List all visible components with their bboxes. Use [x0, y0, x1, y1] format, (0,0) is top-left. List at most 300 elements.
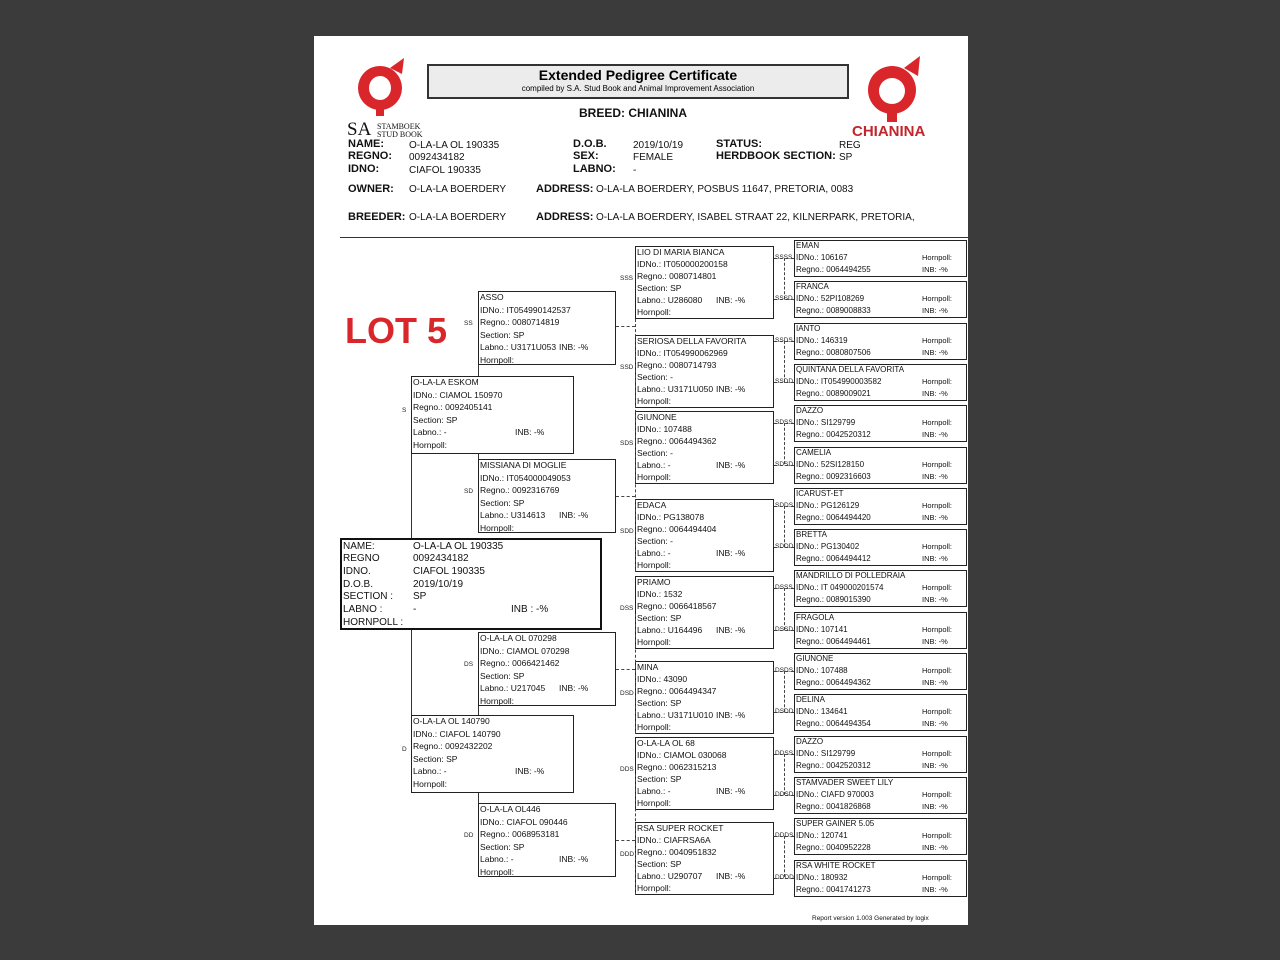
owner-address-value: O-LA-LA BOERDERY, POSBUS 11647, PRETORIA, 0083 [596, 184, 854, 195]
gen3-box-4 [635, 576, 774, 649]
gen4-box-6-name: ICARUST-ET [796, 488, 844, 498]
connector-d-ds [478, 706, 479, 715]
owner-address-label: ADDRESS: [536, 183, 594, 195]
gen4-box-6-code: SDDS [775, 501, 794, 509]
gen3-box-1-l6: Hornpoll: [637, 396, 672, 406]
gen3-box-4-inb: INB: -% [716, 625, 746, 635]
gen4-box-2-code: SSDS [775, 336, 793, 344]
sire-dam-box-0-l2: IDNo.: CIAMOL 150970 [413, 389, 503, 400]
connector-g3-g4-v3 [784, 506, 785, 547]
gen3-box-1-inb: INB: -% [716, 384, 746, 394]
gen4-box-4-inb: INB: -% [922, 430, 948, 440]
gen4-box-14-inb: INB: -% [922, 843, 948, 853]
grandparent-box-3-code: DD [464, 832, 474, 839]
grandparent-box-0-l6: Hornpoll: [480, 354, 515, 365]
regno-label: REGNO: [348, 150, 392, 162]
document-title: Extended Pedigree Certificate [538, 67, 738, 83]
gen4-box-13-idno: IDNo.: CIAFD 970003 [796, 789, 874, 799]
gen3-box-3 [635, 499, 774, 572]
grandparent-box-0-l3: Regno.: 0080714819 [480, 317, 560, 327]
grandparent-box-3-l2: IDNo.: CIAFOL 090446 [480, 816, 568, 827]
gen3-box-3-l5: Labno.: - [637, 548, 671, 558]
connector-g3-g4-v6 [784, 754, 785, 795]
gen4-box-10-name: GIUNONE [796, 654, 834, 663]
gen3-box-5-l4: Section: SP [637, 698, 682, 708]
gen4-box-14-hornpoll: Hornpoll: [922, 831, 953, 841]
subject-dob-label: D.O.B. [343, 579, 374, 590]
sire-dam-box-1-l5: Labno.: - [413, 766, 447, 776]
connector-g3-g4-bot6 [774, 795, 794, 796]
herdbook-section-label: HERDBOOK SECTION: [716, 150, 836, 162]
gen4-box-8-name: MANDRILLO DI POLLEDRAIA [796, 571, 906, 581]
gen3-box-4-l1: PRIAMO [637, 577, 671, 587]
sire-dam-box-1-l1: O-LA-LA OL 140790 [413, 716, 490, 726]
gen3-box-6 [635, 737, 774, 810]
gen4-box-10-hornpoll: Hornpoll: [922, 666, 953, 675]
gen4-box-15-idno: IDNo.: 180932 [796, 872, 848, 882]
gen4-box-9-code: DSSD [775, 625, 794, 633]
grandparent-box-2-inb: INB: -% [559, 683, 589, 693]
dob-value: 2019/10/19 [633, 140, 684, 151]
grandparent-box-1 [478, 459, 616, 533]
gen4-box-13-name: STAMVADER SWEET LILY [796, 777, 894, 787]
gen3-box-7-l5: Labno.: U290707 [637, 871, 703, 881]
gen4-box-4 [794, 405, 967, 442]
gen4-box-2-idno: IDNo.: 146319 [796, 335, 848, 345]
labno-value: - [633, 165, 637, 176]
subject-dob: 2019/10/19 [413, 579, 464, 590]
gen4-box-7-name: BRETTA [796, 530, 827, 540]
document-subtitle: compiled by S.A. Stud Book and Animal Improvement Association [521, 84, 755, 93]
grandparent-box-2-l3: Regno.: 0066421462 [480, 658, 560, 668]
gen4-box-12-inb: INB: -% [922, 760, 948, 770]
gen4-box-6-inb: INB: -% [922, 512, 948, 522]
grandparent-box-0-l5: Labno.: U3171U053 [480, 342, 557, 352]
gen4-box-15 [794, 860, 967, 897]
herdbook-section-value: SP [839, 152, 853, 163]
sire-dam-box-0-l4: Section: SP [413, 414, 458, 425]
gen4-box-14-idno: IDNo.: 120741 [796, 831, 848, 841]
sire-dam-box-0-l1: O-LA-LA ESKOM [413, 377, 479, 387]
gen4-box-13-hornpoll: Hornpoll: [922, 789, 953, 799]
gen4-box-12-name: DAZZO [796, 736, 824, 746]
subject-hornpoll-label: HORNPOLL : [343, 617, 404, 628]
gen4-box-0-idno: IDNo.: 106167 [796, 253, 848, 262]
connector-g3-g4-v4 [784, 588, 785, 629]
gen4-box-5-inb: INB: -% [922, 471, 948, 481]
idno-value: CIAFOL 190335 [409, 165, 481, 176]
gen3-box-2-l5: Labno.: - [637, 460, 671, 470]
connector-s-sd [478, 454, 479, 459]
grandparent-box-2-l1: O-LA-LA OL 070298 [480, 633, 557, 643]
gen4-box-7-regno: Regno.: 0064494412 [796, 554, 871, 564]
gen4-box-5-idno: IDNo.: 52SI128150 [796, 459, 865, 469]
gen3-box-2-l2: IDNo.: 107488 [637, 424, 692, 434]
gen3-box-7-l4: Section: SP [637, 859, 682, 869]
connector-g3-g4-bot5 [774, 712, 794, 713]
gen3-box-6-l6: Hornpoll: [637, 798, 672, 808]
gen4-box-11-name: DELINA [796, 695, 825, 705]
gen4-box-9 [794, 612, 967, 649]
connector-g3-g4-bot4 [774, 630, 794, 631]
gen4-box-5-name: CAMELIA [796, 447, 832, 457]
gen4-box-3 [794, 364, 967, 401]
chianina-logo-icon [862, 54, 924, 126]
sire-dam-box-1-inb: INB: -% [515, 766, 545, 776]
gen4-box-2 [794, 323, 967, 360]
gen4-box-2-hornpoll: Hornpoll: [922, 335, 953, 345]
gen4-box-15-inb: INB: -% [922, 884, 948, 894]
connector-subject-sire [411, 454, 412, 538]
header-divider [340, 237, 968, 238]
gen3-box-4-l4: Section: SP [637, 613, 682, 623]
grandparent-box-2-l5: Labno.: U217045 [480, 683, 546, 693]
sire-dam-box-0-l5: Labno.: - [413, 427, 447, 437]
gen4-box-11-regno: Regno.: 0064494354 [796, 719, 871, 729]
gen3-box-5-l3: Regno.: 0064494347 [637, 686, 717, 696]
connector-g2-g3-a2 [616, 669, 635, 670]
gen4-box-12-regno: Regno.: 0042520312 [796, 760, 871, 770]
gen3-box-7-code: DDD [620, 850, 635, 858]
gen4-box-9-inb: INB: -% [922, 636, 948, 646]
lot-number: LOT 5 [345, 310, 448, 351]
grandparent-box-1-l1: MISSIANA DI MOGLIE [480, 460, 567, 470]
gen4-box-1 [794, 281, 967, 318]
sire-dam-box-0-inb: INB: -% [515, 427, 545, 437]
grandparent-box-1-code: SD [464, 488, 474, 495]
gen3-box-5-l5: Labno.: U3171U010 [637, 710, 714, 720]
gen4-box-2-name: IANTO [796, 323, 821, 333]
gen3-box-3-l6: Hornpoll: [637, 560, 672, 570]
gen4-box-1-inb: INB: -% [922, 306, 948, 316]
gen4-box-11-inb: INB: -% [922, 719, 948, 729]
gen3-box-7-l2: IDNo.: CIAFRSA6A [637, 835, 711, 845]
gen4-box-15-regno: Regno.: 0041741273 [796, 884, 871, 894]
connector-g2-g3-a3 [616, 840, 635, 841]
gen4-box-14-regno: Regno.: 0040952228 [796, 843, 871, 853]
gen3-box-0-inb: INB: -% [716, 295, 746, 305]
gen3-box-2-inb: INB: -% [716, 460, 746, 470]
gen3-box-3-inb: INB: -% [716, 548, 746, 558]
subject-labno: - [413, 604, 417, 615]
status-label: STATUS: [716, 138, 763, 150]
subject-regno-label: REGNO [343, 553, 380, 564]
gen4-box-5-hornpoll: Hornpoll: [922, 459, 953, 469]
gen4-box-14-code: DDDS [775, 832, 794, 840]
regno-value: 0092434182 [409, 152, 465, 163]
gen3-box-6-l4: Section: SP [637, 774, 682, 784]
gen4-box-12 [794, 736, 967, 773]
grandparent-box-2 [478, 632, 616, 706]
name-value: O-LA-LA OL 190335 [409, 140, 500, 151]
breeder-address-label: ADDRESS: [536, 211, 594, 223]
gen3-box-2-l3: Regno.: 0064494362 [637, 436, 717, 446]
gen3-box-4-l5: Labno.: U164496 [637, 625, 703, 635]
gen4-box-15-code: DDDD [775, 873, 794, 881]
gen3-box-6-l3: Regno.: 0062315213 [637, 762, 717, 772]
gen3-box-1-code: SSD [620, 363, 634, 371]
gen4-box-15-hornpoll: Hornpoll: [922, 872, 953, 882]
gen3-box-6-code: DDS [620, 765, 634, 773]
title-box [427, 64, 849, 99]
gen4-box-2-inb: INB: -% [922, 347, 948, 357]
gen4-box-12-idno: IDNo.: SI129799 [796, 748, 856, 758]
connector-g2-g3-a0 [616, 326, 635, 327]
name-label: NAME: [348, 138, 385, 150]
gen4-box-8 [794, 570, 967, 607]
sa-studbook-logo-icon [356, 56, 408, 118]
sire-dam-box-0-code: S [402, 407, 407, 414]
sa-logo-sub2: STUD BOOK [377, 130, 423, 139]
sire-dam-box-0 [411, 376, 574, 454]
gen4-box-1-hornpoll: Hornpoll: [922, 294, 953, 304]
gen4-box-7-idno: IDNo.: PG130402 [796, 542, 860, 552]
sex-label: SEX: [573, 150, 599, 162]
gen4-box-0-code: SSSS [775, 254, 793, 261]
gen3-box-0-l6: Hornpoll: [637, 307, 672, 317]
grandparent-box-1-inb: INB: -% [559, 510, 589, 520]
gen3-box-3-l2: IDNo.: PG138078 [637, 512, 705, 522]
gen4-box-5-regno: Regno.: 0092316603 [796, 471, 871, 481]
gen3-box-7-inb: INB: -% [716, 871, 746, 881]
grandparent-box-0 [478, 291, 616, 365]
gen3-box-1-l4: Section: - [637, 372, 673, 382]
breeder-label: BREEDER: [348, 211, 406, 223]
sire-dam-box-1-l2: IDNo.: CIAFOL 140790 [413, 728, 501, 739]
gen3-box-2 [635, 411, 774, 484]
grandparent-box-1-l2: IDNo.: IT054000049053 [480, 472, 571, 483]
sire-dam-box-1-l4: Section: SP [413, 753, 458, 764]
sire-dam-box-1-l6: Hornpoll: [413, 778, 448, 789]
gen3-box-2-l6: Hornpoll: [637, 472, 672, 482]
gen4-box-4-name: DAZZO [796, 406, 824, 416]
gen3-box-4-l6: Hornpoll: [637, 637, 672, 647]
gen3-box-6-l1: O-LA-LA OL 68 [637, 738, 695, 748]
dob-label: D.O.B. [573, 138, 607, 150]
grandparent-box-1-l5: Labno.: U314613 [480, 510, 546, 520]
grandparent-box-3-l4: Section: SP [480, 841, 525, 852]
gen4-box-3-regno: Regno.: 0089009021 [796, 388, 871, 398]
gen3-box-5-l1: MINA [637, 662, 659, 672]
gen4-box-13 [794, 777, 967, 814]
gen4-box-6-hornpoll: Hornpoll: [922, 500, 953, 510]
gen3-box-2-l1: GIUNONE [637, 412, 677, 422]
gen4-box-6 [794, 488, 967, 525]
subject-regno: 0092434182 [413, 553, 469, 564]
gen3-box-5-code: DSD [620, 689, 634, 697]
gen4-box-1-idno: IDNo.: 52PI108269 [796, 294, 865, 304]
gen4-box-11-hornpoll: Hornpoll: [922, 707, 953, 717]
connector-subject-dam [411, 630, 412, 715]
gen4-box-10 [794, 653, 967, 690]
gen4-box-8-inb: INB: -% [922, 595, 948, 605]
gen3-box-3-l3: Regno.: 0064494404 [637, 524, 717, 534]
connector-g3-g4-bot7 [774, 878, 794, 879]
sire-dam-box-0-l3: Regno.: 0092405141 [413, 402, 493, 412]
gen4-box-14 [794, 818, 967, 855]
owner-label: OWNER: [348, 183, 394, 195]
grandparent-box-0-code: SS [464, 320, 473, 327]
gen3-box-0-l4: Section: SP [637, 283, 682, 293]
gen4-box-0-inb: INB: -% [922, 265, 948, 274]
gen4-box-10-inb: INB: -% [922, 678, 948, 687]
gen3-box-0-l5: Labno.: U286080 [637, 295, 703, 305]
gen3-box-0-l1: LIO DI MARIA BIANCA [637, 247, 725, 257]
grandparent-box-3 [478, 803, 616, 877]
subject-idno: CIAFOL 190335 [413, 566, 485, 577]
gen4-box-9-name: FRAGOLA [796, 612, 835, 622]
gen4-box-3-code: SSDD [775, 377, 794, 385]
gen3-box-3-code: SDD [620, 527, 634, 535]
gen4-box-7-inb: INB: -% [922, 554, 948, 564]
gen4-box-0-hornpoll: Hornpoll: [922, 253, 953, 262]
gen3-box-1-l3: Regno.: 0080714793 [637, 360, 717, 370]
gen3-box-3-l4: Section: - [637, 536, 673, 546]
gen3-box-6-l2: IDNo.: CIAMOL 030068 [637, 750, 727, 760]
gen3-box-2-l4: Section: - [637, 448, 673, 458]
connector-g3-g4-v1 [784, 341, 785, 382]
gen4-box-10-code: DSDS [775, 667, 794, 674]
breeder-value: O-LA-LA BOERDERY [409, 212, 507, 223]
subject-section-label: SECTION : [343, 591, 394, 602]
subject-labno-label: LABNO : [343, 604, 383, 615]
grandparent-box-3-l3: Regno.: 0068953181 [480, 829, 560, 839]
gen4-box-0-regno: Regno.: 0064494255 [796, 265, 871, 274]
grandparent-box-1-l6: Hornpoll: [480, 522, 515, 533]
connector-g3-g4-v2 [784, 423, 785, 464]
gen3-box-7 [635, 822, 774, 895]
labno-label: LABNO: [573, 163, 616, 175]
sire-dam-box-1 [411, 715, 574, 793]
gen4-box-1-code: SSSD [775, 295, 793, 303]
gen4-box-1-name: FRANCA [796, 282, 829, 292]
owner-value: O-LA-LA BOERDERY [409, 184, 507, 195]
connector-g3-g4-bot2 [774, 465, 794, 466]
report-footer: Report version 1.003 Generated by logix [812, 915, 929, 922]
grandparent-box-3-l6: Hornpoll: [480, 866, 515, 877]
connector-g3-g4-bot0 [774, 299, 794, 300]
connector-g2-g3-v3 [635, 774, 636, 895]
gen4-box-5 [794, 447, 967, 484]
gen3-box-4-l3: Regno.: 0066418567 [637, 601, 717, 611]
gen4-box-13-code: DDSD [775, 790, 794, 798]
gen3-box-5 [635, 661, 774, 734]
gen3-box-4-l2: IDNo.: 1532 [637, 589, 683, 599]
gen4-box-0 [794, 240, 967, 277]
grandparent-box-0-inb: INB: -% [559, 342, 589, 352]
gen4-box-10-regno: Regno.: 0064494362 [796, 678, 871, 687]
gen3-box-0-l3: Regno.: 0080714801 [637, 271, 717, 281]
sa-logo-sub1: STAMBOEK [377, 122, 421, 131]
gen3-box-5-inb: INB: -% [716, 710, 746, 720]
gen4-box-11-idno: IDNo.: 134641 [796, 707, 848, 717]
grandparent-box-1-l3: Regno.: 0092316769 [480, 485, 560, 495]
gen3-box-4-code: DSS [620, 604, 634, 612]
gen4-box-8-hornpoll: Hornpoll: [922, 583, 953, 593]
connector-s-ss [478, 365, 479, 376]
gen3-box-5-l2: IDNo.: 43090 [637, 674, 688, 684]
gen4-box-8-regno: Regno.: 0089015390 [796, 595, 871, 605]
gen3-box-6-inb: INB: -% [716, 786, 746, 796]
gen4-box-11-code: DSDD [775, 708, 794, 716]
gen4-box-6-regno: Regno.: 0064494420 [796, 512, 871, 522]
breeder-address-value: O-LA-LA BOERDERY, ISABEL STRAAT 22, KILNERPARK, PRETORIA, [596, 212, 915, 223]
grandparent-box-0-l4: Section: SP [480, 329, 525, 340]
gen4-box-5-code: SDSD [775, 460, 794, 468]
grandparent-box-2-l6: Hornpoll: [480, 695, 515, 706]
sa-logo-text: SA [347, 119, 372, 140]
subject-section: SP [413, 591, 427, 602]
gen4-box-13-inb: INB: -% [922, 801, 948, 811]
sex-value: FEMALE [633, 152, 674, 163]
subject-name: O-LA-LA OL 190335 [413, 541, 504, 552]
gen4-box-7 [794, 529, 967, 566]
grandparent-box-0-l2: IDNo.: IT054990142537 [480, 304, 571, 315]
gen3-box-0-l2: IDNo.: IT050000200158 [637, 259, 728, 269]
gen3-box-2-code: SDS [620, 439, 634, 447]
gen4-box-10-idno: IDNo.: 107488 [796, 666, 848, 675]
gen3-box-1-l5: Labno.: U3171U050 [637, 384, 714, 394]
gen3-box-5-l6: Hornpoll: [637, 722, 672, 732]
gen3-box-1 [635, 335, 774, 408]
gen4-box-8-code: DSSS [775, 584, 793, 592]
sire-dam-box-1-l3: Regno.: 0092432202 [413, 741, 493, 751]
chianina-logo-text: CHIANINA [852, 123, 926, 140]
subject-name-label: NAME: [343, 541, 375, 552]
gen4-box-8-idno: IDNo.: IT 049000201574 [796, 583, 884, 593]
grandparent-box-2-code: DS [464, 661, 474, 668]
idno-label: IDNO: [348, 163, 380, 175]
grandparent-box-3-inb: INB: -% [559, 854, 589, 864]
gen3-box-0-code: SSS [620, 274, 634, 282]
sire-dam-box-1-code: D [402, 746, 407, 753]
grandparent-box-0-l1: ASSO [480, 292, 504, 302]
gen4-box-3-hornpoll: Hornpoll: [922, 376, 953, 386]
gen3-box-7-l3: Regno.: 0040951832 [637, 847, 717, 857]
gen4-box-9-hornpoll: Hornpoll: [922, 624, 953, 634]
gen4-box-4-code: SDSS [775, 419, 793, 427]
connector-g3-g4-v7 [784, 836, 785, 877]
connector-g3-g4-v0 [784, 258, 785, 299]
gen3-box-0 [635, 246, 774, 319]
gen3-box-7-l6: Hornpoll: [637, 883, 672, 893]
connector-d-dd [478, 793, 479, 803]
gen4-box-7-hornpoll: Hornpoll: [922, 542, 953, 552]
sire-dam-box-0-l6: Hornpoll: [413, 439, 448, 450]
certificate-page [314, 36, 968, 925]
gen4-box-4-hornpoll: Hornpoll: [922, 418, 953, 428]
gen4-box-13-regno: Regno.: 0041826868 [796, 801, 871, 811]
grandparent-box-1-l4: Section: SP [480, 497, 525, 508]
gen4-box-4-regno: Regno.: 0042520312 [796, 430, 871, 440]
gen4-box-4-idno: IDNo.: SI129799 [796, 418, 856, 428]
connector-g2-g3-a1 [616, 496, 635, 497]
gen4-box-11 [794, 694, 967, 731]
grandparent-box-2-l4: Section: SP [480, 670, 525, 681]
gen4-box-12-hornpoll: Hornpoll: [922, 748, 953, 758]
gen4-box-3-idno: IDNo.: IT054990003582 [796, 376, 882, 386]
gen4-box-3-name: QUINTANA DELLA FAVORITA [796, 364, 905, 374]
gen4-box-15-name: RSA WHITE ROCKET [796, 860, 876, 870]
gen4-box-6-idno: IDNo.: PG126129 [796, 500, 860, 510]
gen3-box-6-l5: Labno.: - [637, 786, 671, 796]
gen4-box-3-inb: INB: -% [922, 388, 948, 398]
subject-idno-label: IDNO. [343, 566, 371, 577]
gen3-box-7-l1: RSA SUPER ROCKET [637, 823, 724, 833]
grandparent-box-3-l5: Labno.: - [480, 854, 514, 864]
status-value: REG [839, 140, 861, 151]
gen4-box-0-name: EMAN [796, 241, 820, 250]
